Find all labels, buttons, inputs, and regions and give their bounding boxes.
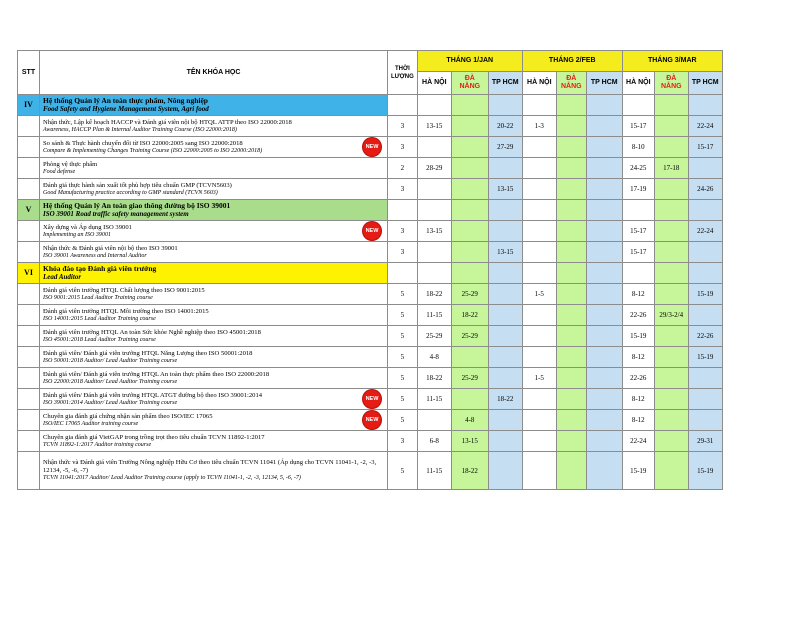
course-date <box>417 242 451 263</box>
course-date: 8-12 <box>622 347 654 368</box>
course-date: 13-15 <box>451 431 488 452</box>
course-date <box>522 326 556 347</box>
course-date <box>556 116 586 137</box>
course-name-en: Food defense <box>43 168 76 175</box>
section-number: VI <box>18 263 40 284</box>
course-date: 22-24 <box>688 221 722 242</box>
course-date <box>488 305 522 326</box>
section-date-cell <box>556 95 586 116</box>
header-city-hcm: TP HCM <box>586 72 622 95</box>
section-title-vn: Hệ thống Quản lý An toàn thực phẩm, Nông nghiệp <box>43 96 208 105</box>
course-date <box>522 410 556 431</box>
course-stt-cell <box>18 347 40 368</box>
course-name-vn: Chuyên gia đánh giá chứng nhận sản phẩm theo ISO/IEC 17065 <box>43 412 213 420</box>
course-date <box>417 179 451 200</box>
course-stt-cell <box>18 431 40 452</box>
section-date-cell <box>556 200 586 221</box>
course-name-cell <box>40 326 388 347</box>
course-name-cell <box>40 242 388 263</box>
section-date-cell <box>488 263 522 284</box>
course-date <box>654 242 688 263</box>
course-date <box>586 326 622 347</box>
course-date: 22-24 <box>688 116 722 137</box>
course-date <box>488 368 522 389</box>
course-date <box>654 116 688 137</box>
section-row <box>18 263 723 284</box>
course-date <box>654 431 688 452</box>
course-date: 22-24 <box>622 431 654 452</box>
section-date-cell <box>654 95 688 116</box>
course-date <box>586 137 622 158</box>
course-stt-cell <box>18 179 40 200</box>
course-date <box>556 431 586 452</box>
course-name-cell <box>40 179 388 200</box>
course-name-en: Awareness, HACCP Plan & Internal Auditor Training Course (ISO 22000:2018) <box>43 126 237 133</box>
course-name-cell <box>40 137 388 158</box>
course-row <box>18 389 723 410</box>
course-duration: 5 <box>388 347 418 368</box>
course-duration: 3 <box>388 221 418 242</box>
section-number: V <box>18 200 40 221</box>
course-date <box>556 179 586 200</box>
course-date: 1-5 <box>522 284 556 305</box>
course-date <box>586 242 622 263</box>
course-name-vn: Đánh giá viên trưởng HTQL Chất lượng theo ISO 9001:2015 <box>43 286 205 294</box>
course-date <box>488 452 522 490</box>
course-duration: 5 <box>388 368 418 389</box>
course-date <box>522 452 556 490</box>
course-date: 22-26 <box>688 326 722 347</box>
course-date: 24-26 <box>688 179 722 200</box>
course-date: 13-15 <box>488 179 522 200</box>
course-date <box>688 305 722 326</box>
course-name-cell <box>40 368 388 389</box>
header-month-jan: THÁNG 1/JAN <box>417 51 522 72</box>
course-date <box>488 410 522 431</box>
section-date-cell <box>451 200 488 221</box>
course-name-en: TCVN 11892-1:2017 Auditor training course <box>43 441 152 448</box>
header-city-hcm: TP HCM <box>688 72 722 95</box>
course-date <box>451 389 488 410</box>
course-date <box>654 347 688 368</box>
course-date <box>488 158 522 179</box>
course-date <box>451 137 488 158</box>
course-date <box>556 326 586 347</box>
course-date <box>586 410 622 431</box>
course-name-cell <box>40 158 388 179</box>
course-date: 20-22 <box>488 116 522 137</box>
course-date: 29/3-2/4 <box>654 305 688 326</box>
header-city-hanoi: HÀ NỘI <box>522 72 556 95</box>
section-date-cell <box>622 263 654 284</box>
course-date <box>586 347 622 368</box>
course-date <box>654 326 688 347</box>
course-name-vn: Nhận thức & Đánh giá viên nội bộ theo ISO 39001 <box>43 244 178 252</box>
course-stt-cell <box>18 410 40 431</box>
course-date: 13-15 <box>417 221 451 242</box>
section-date-cell <box>688 263 722 284</box>
course-name-vn: So sánh & Thực hành chuyển đổi từ ISO 22000:2005 sang ISO 22000:2018 <box>43 139 243 147</box>
course-date: 15-19 <box>688 284 722 305</box>
course-name-en: ISO/IEC 17065 Auditor training course <box>43 420 139 427</box>
course-date <box>586 284 622 305</box>
course-date <box>556 347 586 368</box>
course-date <box>451 347 488 368</box>
course-date <box>556 452 586 490</box>
course-date <box>688 410 722 431</box>
section-title-en: Lead Auditor <box>43 273 82 281</box>
section-date-cell <box>622 95 654 116</box>
course-duration: 3 <box>388 431 418 452</box>
course-date: 11-15 <box>417 389 451 410</box>
section-title-en: ISO 39001 Road traffic safety management system <box>43 210 189 218</box>
course-date: 15-17 <box>622 242 654 263</box>
course-row <box>18 368 723 389</box>
course-date <box>586 431 622 452</box>
new-badge-icon: NEW <box>363 390 381 408</box>
course-date: 4-8 <box>451 410 488 431</box>
course-date <box>417 137 451 158</box>
course-stt-cell <box>18 452 40 490</box>
course-duration: 5 <box>388 305 418 326</box>
course-date <box>586 305 622 326</box>
course-row <box>18 179 723 200</box>
course-name-vn: Đánh giá viên/ Đánh giá viên trưởng HTQL An toàn thực phẩm theo ISO 22000:2018 <box>43 370 270 378</box>
course-name-en: Good Manufacturing practice according to GMP standard (TCVN 5603) <box>43 189 218 196</box>
course-date <box>654 137 688 158</box>
section-title <box>40 263 388 284</box>
course-name-vn: Đánh giá thực hành sản xuất tốt phù hợp tiêu chuẩn GMP (TCVN5603) <box>43 181 232 189</box>
course-duration: 5 <box>388 410 418 431</box>
section-row <box>18 95 723 116</box>
course-date <box>556 389 586 410</box>
course-date <box>488 221 522 242</box>
section-title-en: Food Safety and Hygiene Management System, Agri food <box>43 105 209 113</box>
header-month-mar: THÁNG 3/MAR <box>622 51 722 72</box>
course-date: 18-22 <box>417 284 451 305</box>
header-month-feb: THÁNG 2/FEB <box>522 51 622 72</box>
course-date <box>522 305 556 326</box>
course-date <box>522 347 556 368</box>
course-stt-cell <box>18 389 40 410</box>
course-date: 15-19 <box>688 347 722 368</box>
course-name-vn: Nhận thức và Đánh giá viên Trưởng Nông nghiệp Hữu Cơ theo tiêu chuẩn TCVN 11041 (Áp dụng cho TCVN 11041-1, -2, -3, 12134, -5, -6, -7) <box>43 459 377 474</box>
course-date: 4-8 <box>417 347 451 368</box>
course-name-en: Compare & Implementing Changes Training Course (ISO 22000:2005 to ISO 22000:2018) <box>43 147 263 154</box>
course-duration: 3 <box>388 242 418 263</box>
course-date: 8-12 <box>622 284 654 305</box>
course-date: 8-12 <box>622 389 654 410</box>
course-date <box>654 410 688 431</box>
section-date-cell <box>586 95 622 116</box>
course-date <box>654 368 688 389</box>
course-date: 25-29 <box>417 326 451 347</box>
section-date-cell <box>451 263 488 284</box>
course-stt-cell <box>18 137 40 158</box>
section-date-cell <box>654 263 688 284</box>
course-duration: 3 <box>388 137 418 158</box>
header-stt: STT <box>18 51 40 95</box>
course-name-cell <box>40 452 388 490</box>
section-date-cell <box>586 263 622 284</box>
course-row <box>18 221 723 242</box>
course-date <box>654 179 688 200</box>
section-duration-cell <box>388 263 418 284</box>
course-date: 8-12 <box>622 410 654 431</box>
course-name-en: TCVN 11041:2017 Auditor/ Lead Auditor Training course (apply to TCVN 11041-1, -2, -3, 12134, 5, -6, -7) <box>43 475 301 481</box>
header-city-danang: ĐÀ NẴNG <box>451 72 488 95</box>
course-date <box>556 284 586 305</box>
course-stt-cell <box>18 221 40 242</box>
course-duration: 5 <box>388 326 418 347</box>
course-date <box>556 305 586 326</box>
course-stt-cell <box>18 116 40 137</box>
course-stt-cell <box>18 368 40 389</box>
course-row <box>18 137 723 158</box>
course-row <box>18 410 723 431</box>
course-date <box>522 137 556 158</box>
section-date-cell <box>522 200 556 221</box>
header-city-hanoi: HÀ NỘI <box>417 72 451 95</box>
course-date <box>654 284 688 305</box>
section-title <box>40 95 388 116</box>
course-date <box>586 179 622 200</box>
course-duration: 2 <box>388 158 418 179</box>
course-date: 15-17 <box>688 137 722 158</box>
course-date <box>451 116 488 137</box>
schedule-table <box>17 50 723 490</box>
course-name-vn: Đánh giá viên trưởng HTQL Môi trường theo ISO 14001:2015 <box>43 307 209 315</box>
course-date: 22-26 <box>622 368 654 389</box>
course-date: 18-22 <box>451 452 488 490</box>
header-city-hanoi: HÀ NỘI <box>622 72 654 95</box>
section-number: IV <box>18 95 40 116</box>
course-name-cell <box>40 221 388 242</box>
course-date <box>451 221 488 242</box>
course-date <box>556 221 586 242</box>
course-date <box>451 179 488 200</box>
course-date: 11-15 <box>417 305 451 326</box>
course-row <box>18 116 723 137</box>
header-city-danang: ĐÀ NẴNG <box>654 72 688 95</box>
course-date: 15-17 <box>622 221 654 242</box>
course-name-cell <box>40 410 388 431</box>
course-date <box>688 389 722 410</box>
course-date: 25-29 <box>451 368 488 389</box>
course-date: 22-26 <box>622 305 654 326</box>
course-date <box>522 179 556 200</box>
course-name-vn: Đánh giá viên/ Đánh giá viên trưởng HTQL ATGT đường bộ theo ISO 39001:2014 <box>43 391 263 399</box>
section-date-cell <box>522 263 556 284</box>
new-badge-icon: NEW <box>363 411 381 429</box>
course-date: 18-22 <box>451 305 488 326</box>
course-row <box>18 242 723 263</box>
section-date-cell <box>654 200 688 221</box>
course-date <box>586 158 622 179</box>
course-row <box>18 158 723 179</box>
course-date <box>556 368 586 389</box>
section-date-cell <box>586 200 622 221</box>
course-date: 1-5 <box>522 368 556 389</box>
course-date <box>522 158 556 179</box>
course-duration: 3 <box>388 179 418 200</box>
course-date <box>654 389 688 410</box>
section-date-cell <box>556 263 586 284</box>
course-name-vn: Xây dựng và Áp dụng ISO 39001 <box>43 223 132 231</box>
course-date <box>488 347 522 368</box>
course-date: 24-25 <box>622 158 654 179</box>
course-date <box>556 410 586 431</box>
course-stt-cell <box>18 326 40 347</box>
course-date: 28-29 <box>417 158 451 179</box>
course-date <box>688 158 722 179</box>
course-name-cell <box>40 389 388 410</box>
course-date <box>488 431 522 452</box>
course-name-vn: Đánh giá viên/ Đánh giá viên trưởng HTQL Năng Lượng theo ISO 50001:2018 <box>43 349 253 357</box>
course-name-cell <box>40 284 388 305</box>
course-duration: 3 <box>388 116 418 137</box>
course-date: 15-19 <box>622 452 654 490</box>
section-date-cell <box>688 95 722 116</box>
course-date: 1-3 <box>522 116 556 137</box>
course-row <box>18 431 723 452</box>
course-date <box>556 242 586 263</box>
course-name-en: ISO 22000:2018 Auditor/ Lead Auditor Training course <box>43 378 178 385</box>
course-name-vn: Chuyên gia đánh giá VietGAP trong trồng trọt theo tiêu chuẩn TCVN 11892-1:2017 <box>43 433 265 441</box>
course-name-en: ISO 9001:2015 Lead Auditor Training course <box>43 294 153 301</box>
section-duration-cell <box>388 200 418 221</box>
course-duration: 5 <box>388 452 418 490</box>
course-row <box>18 305 723 326</box>
course-row <box>18 326 723 347</box>
course-name-cell <box>40 431 388 452</box>
course-date: 13-15 <box>488 242 522 263</box>
course-date <box>522 221 556 242</box>
header-city-hcm: TP HCM <box>488 72 522 95</box>
course-date <box>586 368 622 389</box>
course-date: 11-15 <box>417 452 451 490</box>
course-name-vn: Đánh giá viên trưởng HTQL An toàn Sức khỏe Nghề nghiệp theo ISO 45001:2018 <box>43 328 261 336</box>
course-date <box>688 368 722 389</box>
course-date <box>556 158 586 179</box>
course-date <box>522 242 556 263</box>
section-duration-cell <box>388 95 418 116</box>
header-city-danang: ĐÀ NẴNG <box>556 72 586 95</box>
course-date <box>688 242 722 263</box>
course-date <box>586 221 622 242</box>
course-date <box>488 284 522 305</box>
course-stt-cell <box>18 242 40 263</box>
header-duration: THỜI LƯỢNG <box>388 51 418 95</box>
section-date-cell <box>417 263 451 284</box>
course-stt-cell <box>18 158 40 179</box>
course-row <box>18 347 723 368</box>
course-date <box>556 137 586 158</box>
section-date-cell <box>522 95 556 116</box>
course-date: 18-22 <box>488 389 522 410</box>
section-row <box>18 200 723 221</box>
course-name-en: ISO 45001:2018 Lead Auditor Training course <box>43 336 156 343</box>
course-date <box>586 389 622 410</box>
course-duration: 5 <box>388 284 418 305</box>
course-stt-cell <box>18 284 40 305</box>
course-date: 8-10 <box>622 137 654 158</box>
new-badge-icon: NEW <box>363 138 381 156</box>
section-date-cell <box>417 200 451 221</box>
course-name-en: Implementing an ISO 39001 <box>43 231 111 238</box>
section-title <box>40 200 388 221</box>
course-date <box>451 158 488 179</box>
course-date: 15-17 <box>622 116 654 137</box>
course-date <box>522 431 556 452</box>
section-date-cell <box>451 95 488 116</box>
schedule-body <box>18 95 723 490</box>
section-date-cell <box>688 200 722 221</box>
section-date-cell <box>488 95 522 116</box>
course-date: 17-19 <box>622 179 654 200</box>
course-date: 15-19 <box>622 326 654 347</box>
course-row <box>18 284 723 305</box>
course-date: 6-8 <box>417 431 451 452</box>
header-course-name: TÊN KHÓA HỌC <box>40 51 388 95</box>
course-date <box>654 221 688 242</box>
course-date <box>417 410 451 431</box>
course-name-vn: Phòng vệ thực phẩm <box>43 160 98 168</box>
course-row <box>18 452 723 490</box>
course-date <box>488 326 522 347</box>
course-date: 15-19 <box>688 452 722 490</box>
course-date: 18-22 <box>417 368 451 389</box>
course-name-cell <box>40 116 388 137</box>
course-date <box>586 116 622 137</box>
course-date: 17-18 <box>654 158 688 179</box>
course-date: 29-31 <box>688 431 722 452</box>
course-date: 25-29 <box>451 284 488 305</box>
course-date: 25-29 <box>451 326 488 347</box>
course-date <box>586 452 622 490</box>
course-date: 27-29 <box>488 137 522 158</box>
course-date <box>451 242 488 263</box>
section-title-vn: Khóa đào tạo Đánh giá viên trưởng <box>43 264 157 273</box>
course-name-cell <box>40 347 388 368</box>
course-name-en: ISO 39001:2014 Auditor/ Lead Auditor Training course <box>43 399 178 406</box>
course-name-en: ISO 39001 Awareness and Internal Auditor <box>43 252 147 259</box>
course-date: 13-15 <box>417 116 451 137</box>
section-date-cell <box>488 200 522 221</box>
section-title-vn: Hệ thống Quản lý An toàn giao thông đường bộ ISO 39001 <box>43 201 231 210</box>
section-date-cell <box>417 95 451 116</box>
new-badge-icon: NEW <box>363 222 381 240</box>
section-date-cell <box>622 200 654 221</box>
course-date <box>654 452 688 490</box>
course-name-vn: Nhận thức, Lập kế hoạch HACCP và Đánh giá viên nội bộ HTQL ATTP theo ISO 22000:2018 <box>43 118 292 126</box>
course-name-en: ISO 50001:2018 Auditor/ Lead Auditor Training course <box>43 357 178 364</box>
course-date <box>522 389 556 410</box>
course-name-cell <box>40 305 388 326</box>
course-name-en: ISO 14001:2015 Lead Auditor Training course <box>43 315 156 322</box>
course-duration: 5 <box>388 389 418 410</box>
course-stt-cell <box>18 305 40 326</box>
